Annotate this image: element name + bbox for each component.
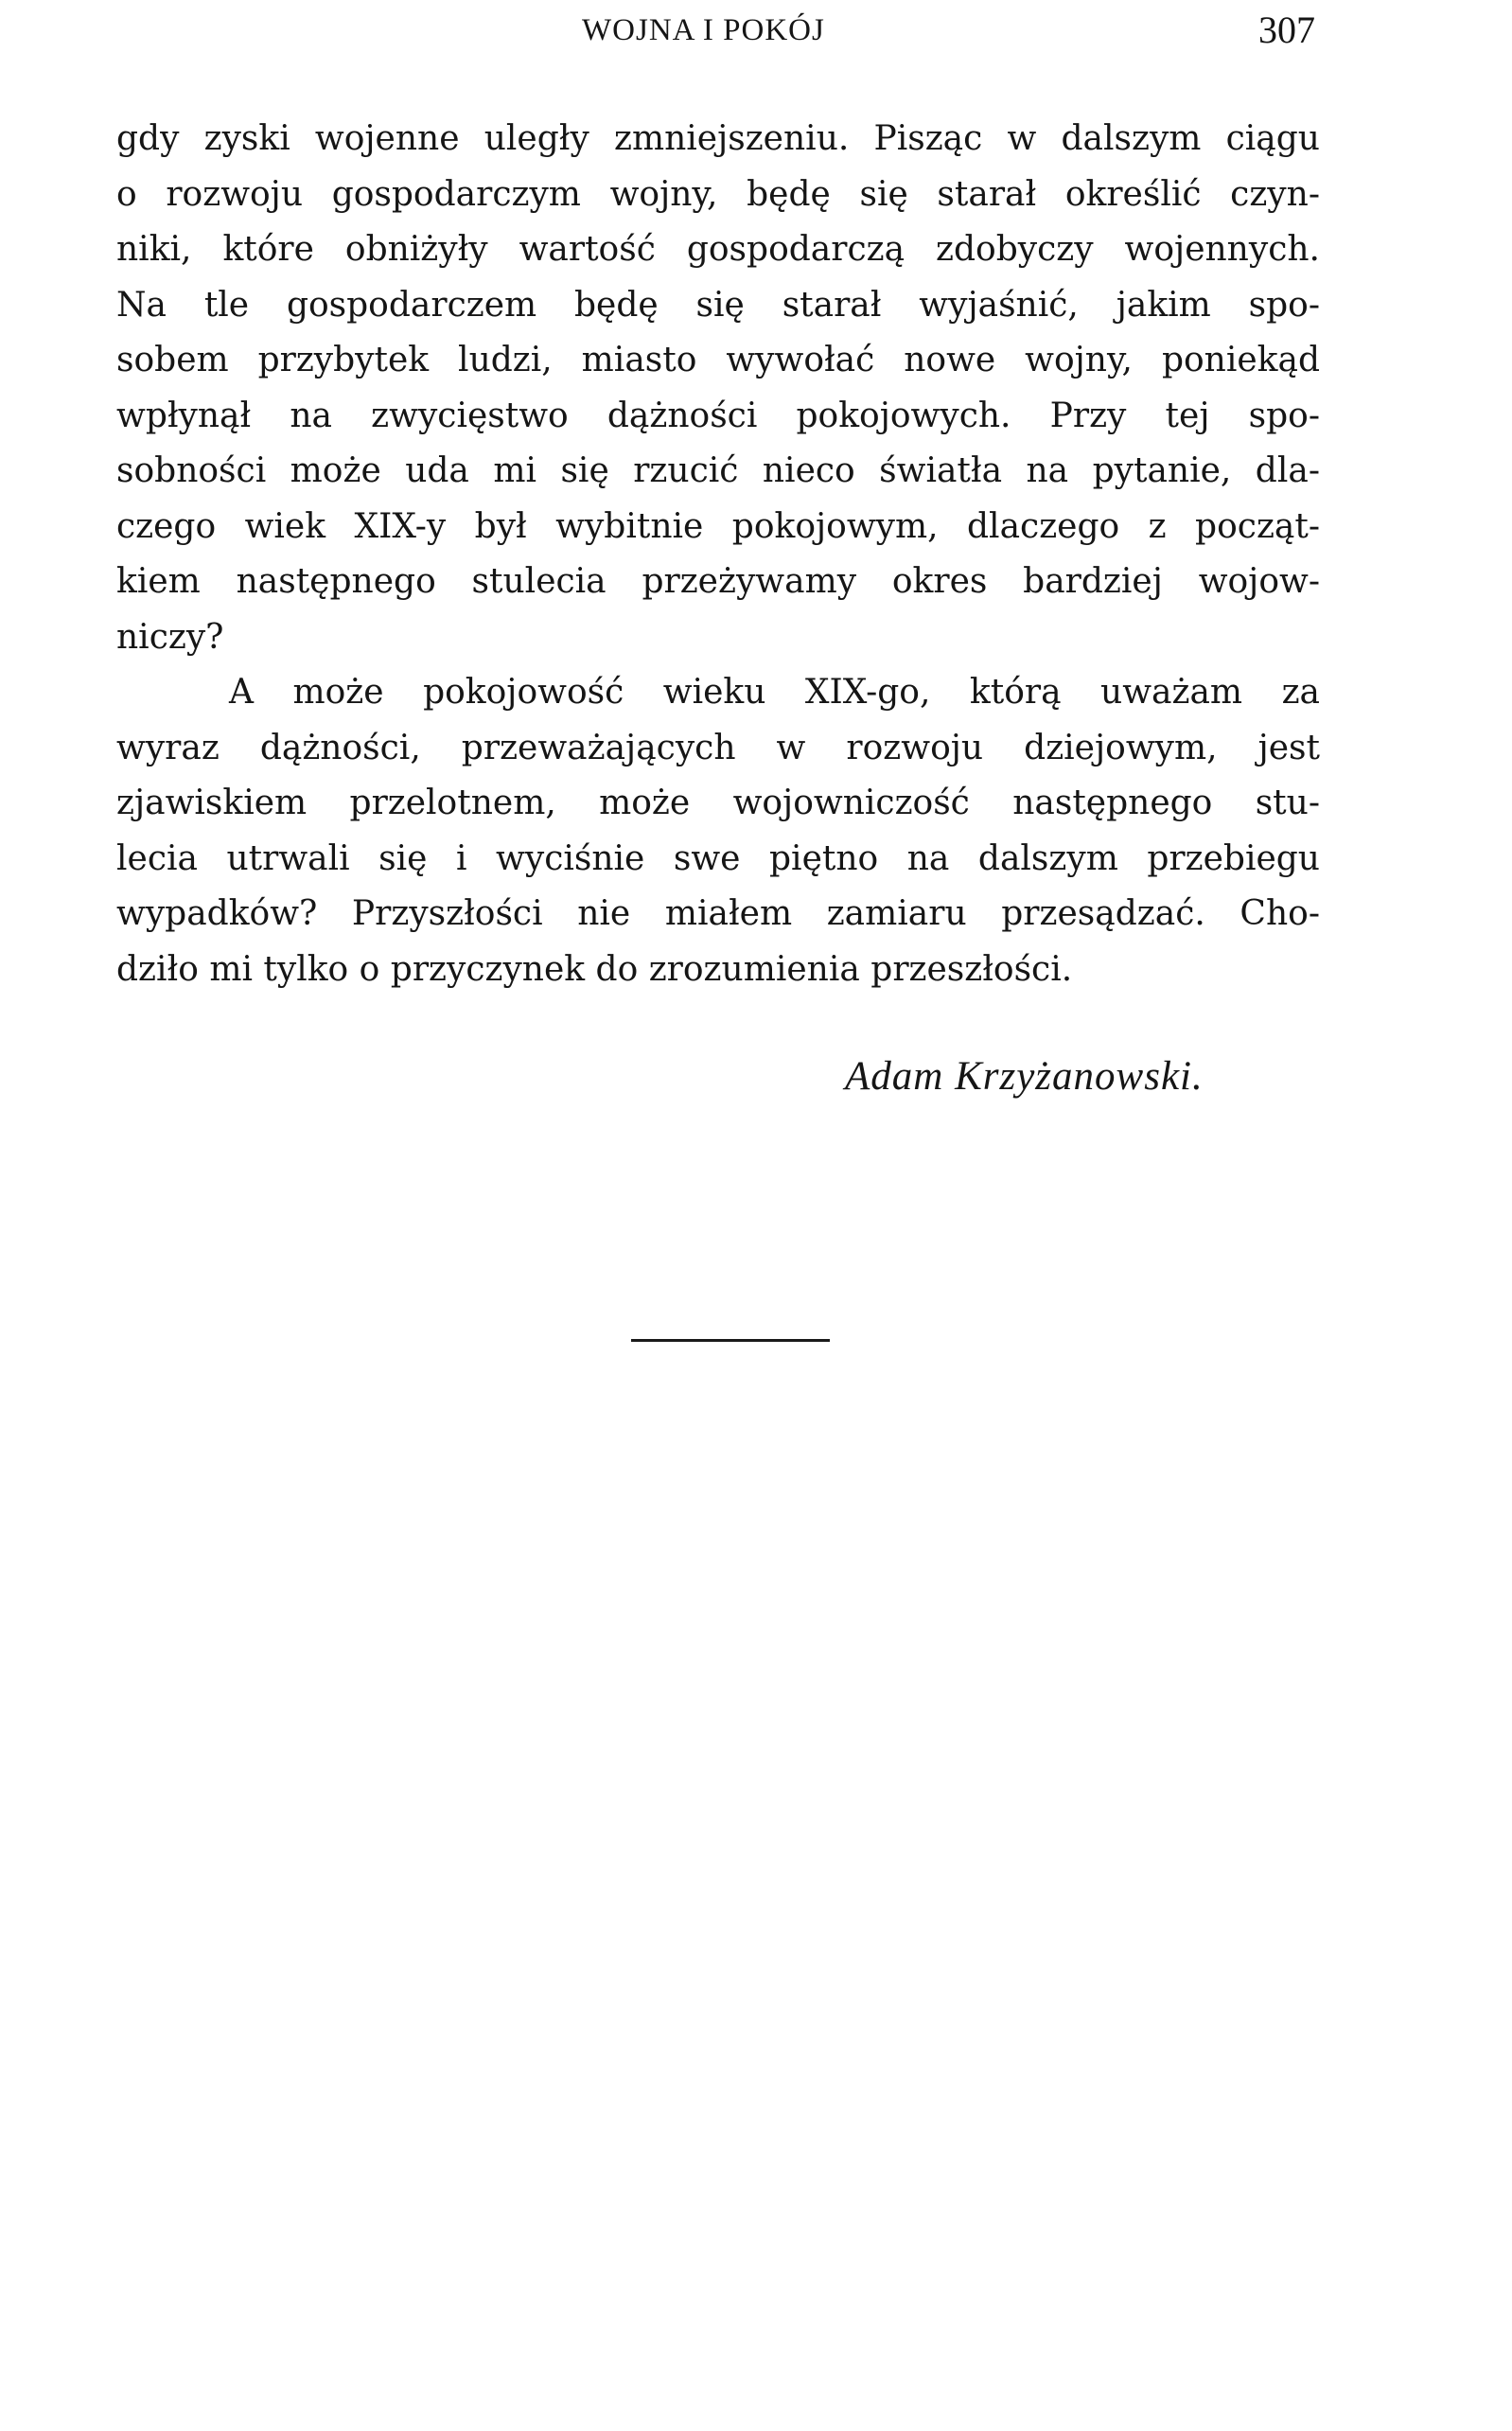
body-text [116,112,1320,997]
text-line: wypadków? Przyszłości nie miałem zamiaru przesądzać. Cho- [116,894,1320,933]
text-line: sobem przybytek ludzi, miasto wywołać nowe wojny, poniekąd [116,341,1320,379]
paragraph-2 [116,665,1320,997]
text-line: wyraz dążności, przeważających w rozwoju dziejowym, jest [116,728,1320,767]
running-title: WOJNA I POKÓJ [582,13,825,47]
text-line: gdy zyski wojenne uległy zmniejszeniu. Pisząc w dalszym ciągu [116,119,1320,158]
page-number: 307 [1258,9,1315,51]
author-signature: Adam Krzyżanowski. [845,1054,1204,1099]
text-line: czego wiek XIX-y był wybitnie pokojowym, dlaczego z począt- [116,506,1320,546]
text-line: kiem następnego stulecia przeżywamy okres bardziej wojow- [116,562,1320,601]
end-rule [631,1339,830,1342]
text-line: lecia utrwali się i wyciśnie swe piętno na dalszym przebiegu [116,838,1320,878]
text-line: wpłynął na zwycięstwo dążności pokojowych. Przy tej spo- [116,396,1320,435]
text-line: A może pokojowość wieku XIX-go, którą uważam za [229,673,1320,712]
text-line: sobności może uda mi się rzucić nieco światła na pytanie, dla- [116,451,1320,490]
paragraph-1 [116,112,1320,665]
running-head [114,8,1315,64]
text-line: Na tle gospodarczem będę się starał wyjaśnić, jakim spo- [116,285,1320,325]
text-line: zjawiskiem przelotnem, może wojowniczość następnego stu- [116,784,1320,822]
text-line: niki, które obniżyły wartość gospodarczą zdobyczy wojennych. [116,230,1320,269]
text-line: o rozwoju gospodarczym wojny, będę się starał określić czyn- [116,174,1320,214]
text-line: dziło mi tylko o przyczynek do zrozumienia przeszłości. [116,949,1073,989]
text-line: niczy? [116,617,224,657]
